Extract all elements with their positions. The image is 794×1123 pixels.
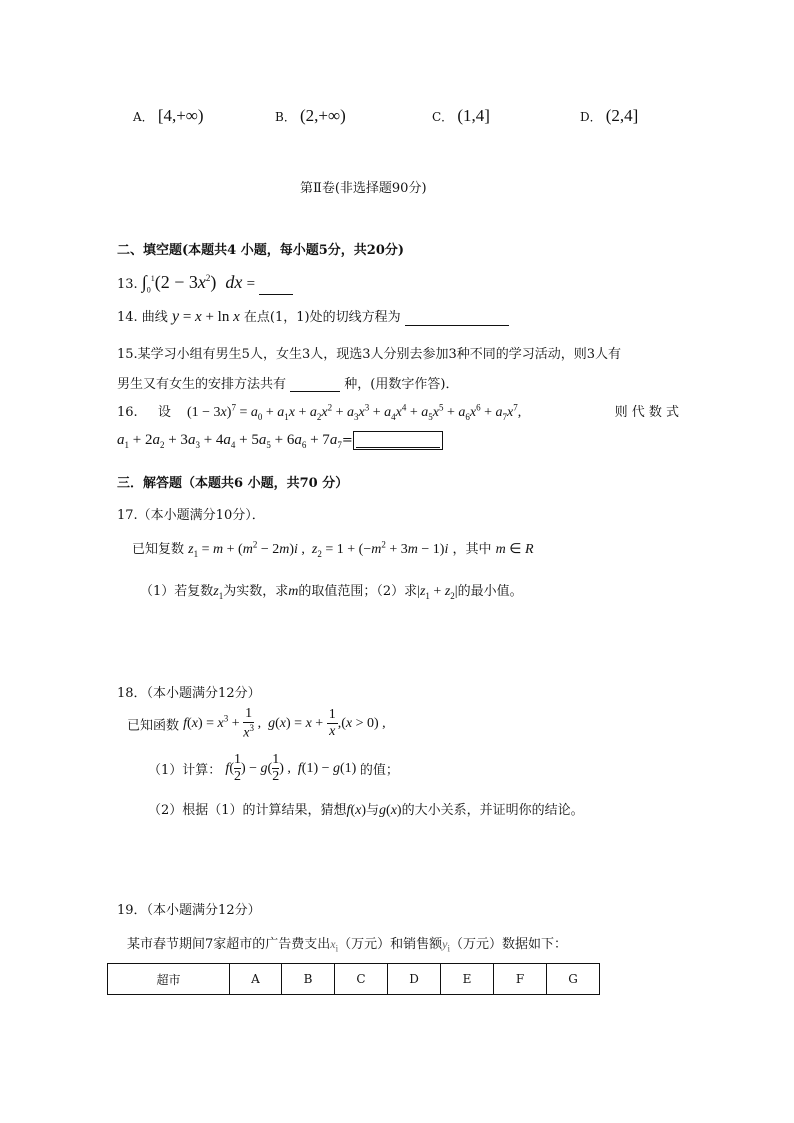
q14-answer-blank[interactable] (405, 311, 509, 326)
q19-intro-c: （万元）数据如下： (449, 937, 567, 952)
q13-number: 13. (117, 277, 138, 292)
q13-answer-blank[interactable] (259, 280, 293, 295)
q16-number: 16. (117, 405, 138, 420)
q16-tail: 则 代 数 式 (614, 405, 679, 420)
option-b-value: (2,+∞) (299, 106, 346, 125)
q17-z1-symbol: $z_1$ (213, 584, 224, 601)
section3-heading: 三．解答题（本题共6 小题，共70 分） (117, 476, 349, 491)
q18-title: 18．（本小题满分12分） (117, 686, 261, 701)
q19-intro (127, 933, 567, 953)
q14-prefix: 14. 曲线 (117, 310, 168, 325)
q17-part1 (140, 580, 523, 601)
q14-mid: 在点(1，1)处的切线方程为 (243, 310, 401, 325)
q13-equals: = (246, 276, 259, 292)
q15-answer-blank[interactable] (290, 377, 340, 392)
q19-intro-b: （万元）和销售额 (338, 937, 443, 952)
option-d (580, 106, 638, 126)
q17-title: 17.（本小题满分10分）． (117, 508, 265, 523)
q17-z1-expression: $z_1 = m + (m^2 - 2m)i$ , $z_2 = 1 + (-m^2 + 3m - 1)i$ (188, 539, 449, 559)
q19-supermarket-table (107, 963, 600, 995)
q16-line1 (117, 401, 679, 422)
q19-title: 19．（本小题满分12分） (117, 903, 261, 918)
q16-answer-box[interactable] (353, 431, 443, 450)
option-c-letter: C． (432, 110, 454, 124)
q17-where: ，其中 (452, 542, 492, 557)
table-header-cell: 超市 (108, 964, 230, 995)
option-a-letter: A． (133, 110, 154, 124)
q16-sum-expression: $a_1 + 2a_2 + 3a_3 + 4a_4 + 5a_5 + 6a_6 + 7a_7$ (117, 432, 342, 450)
question-13 (117, 272, 293, 295)
q18-functions: $f(x) = x^3$ + $\frac{1}{x^3}$ , g(x) = x + $\frac{1}{x}$ ,(x > 0) , (183, 706, 386, 741)
table-header-cell: G (547, 964, 600, 995)
table-header-cell: C (335, 964, 388, 995)
option-c-value: (1,4] (457, 106, 490, 125)
table-header-cell: E (441, 964, 494, 995)
q18-part2-b: 与 (366, 803, 380, 818)
q14-curve-rest: = x + ln x (179, 309, 240, 325)
q17-part1-b: 为实数，求 (223, 584, 289, 599)
q18-gx: g(x) (379, 803, 402, 818)
table-header-cell: B (282, 964, 335, 995)
q13-integral: $\int_0^1(2 - 3x^2)$ dx (141, 272, 243, 295)
q18-part2-a: （2）根据（1）的计算结果，猜想 (148, 803, 347, 818)
q16-word1: 设 (157, 405, 171, 420)
q17-m-domain: m ∈ R (495, 542, 534, 557)
q18-part1-label: （1）计算： (148, 763, 222, 778)
q16-line2 (117, 431, 443, 450)
q18-given (127, 706, 386, 742)
q17-m-symbol: m (288, 584, 299, 599)
q18-given-label: 已知函数 (127, 718, 180, 734)
q15-line2-a: 男生又有女生的安排方法共有 (117, 377, 287, 392)
q16-equals: = (341, 433, 353, 448)
q17-given (132, 538, 534, 559)
table-header-cell: A (230, 964, 282, 995)
q18-part1-expression: f( $\frac{1}{2}$ ) − g( $\frac{1}{2}$ ) , f(1) − g(1) (225, 752, 360, 784)
q15-line2 (117, 373, 458, 392)
q18-fx: f(x) (346, 803, 366, 818)
option-d-value: (2,4] (605, 106, 639, 125)
q17-given-label: 已知复数 (132, 542, 185, 557)
option-b (275, 106, 346, 126)
q15-line1: 15.某学习小组有男生5人，女生3人，现选3人分别去参加3种不同的学习活动，则3人有 (117, 347, 622, 362)
option-b-letter: B． (275, 110, 296, 124)
option-a-value: [4,+∞) (157, 106, 204, 125)
q17-part1-a: （1）若复数 (140, 584, 214, 599)
q19-intro-a: 某市春节期间7家超市的广告费支出 (127, 937, 331, 952)
q16-expansion: $(1 - 3x)^7 = a_0 + a_1x + a_2x^2 + a_3x^3 + a_4x^4 + a_5x^5 + a_6x^6 + a_7x^7$, (186, 402, 522, 422)
q17-part1-d: 的最小值。 (457, 584, 523, 599)
q15-line2-b: 种，(用数字作答)． (344, 377, 459, 392)
q16-answer-blank (356, 433, 440, 448)
section2-heading: 二、填空题(本题共4 小题，每小题5分，共20分) (117, 243, 405, 258)
q17-part1-c: 的取值范围；（2）求 (298, 584, 418, 599)
q18-part1-tail: 的值； (359, 763, 399, 778)
option-d-letter: D． (580, 110, 602, 124)
q14-curve: y (171, 308, 180, 325)
q18-part2 (148, 799, 584, 819)
q19-xi-symbol: $x_i$ (330, 937, 339, 954)
table-header-cell: F (494, 964, 547, 995)
question-14 (117, 306, 509, 326)
q19-yi-symbol: $y_i$ (442, 937, 450, 954)
q18-part1 (148, 752, 399, 785)
table-row (108, 964, 600, 995)
q17-abs-expression: $|z_1 + z_2|$ (417, 584, 458, 601)
table-header-cell: D (388, 964, 441, 995)
part2-title: 第Ⅱ卷(非选择题90分) (300, 181, 427, 196)
option-c (432, 106, 490, 126)
option-a (133, 106, 204, 126)
q18-part2-c: 的大小关系，并证明你的结论。 (401, 803, 584, 818)
